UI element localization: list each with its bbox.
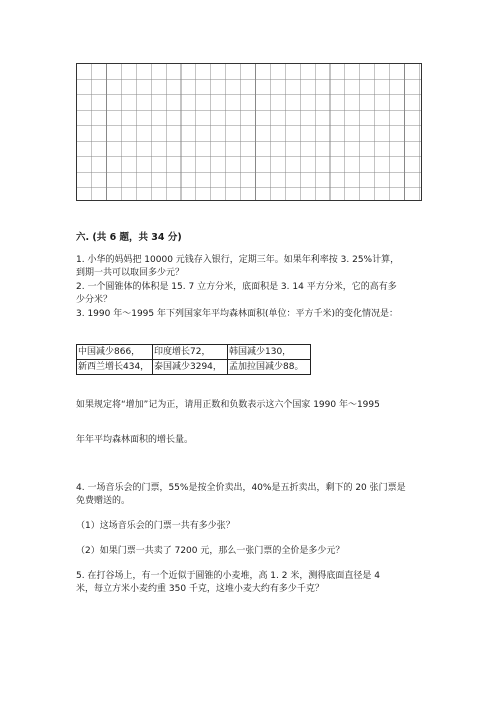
question-4-line-1: 4. 一场音乐会的门票，55%是按全价卖出，40%是五折卖出，剩下的 20 张门票是: [76, 483, 406, 493]
question-5-line-2: 米，每立方米小麦约重 350 千克，这堆小麦大约有多少千克？: [76, 584, 324, 594]
table-cell: 韩国减少130，: [228, 345, 311, 360]
question-3-line-a: 如果规定将“增加”记为正，请用正数和负数表示这六个国家 1990 年～1995: [76, 400, 380, 410]
question-3-line-b: 年年平均森林面积的增长量。: [76, 435, 194, 445]
question-2-line-1: 2. 一个圆锥体的体积是 15. 7 立方分米，底面积是 3. 14 平方分米，它的高有多: [76, 282, 397, 292]
writing-grid: [76, 63, 422, 201]
question-3-intro: 3. 1990 年～1995 年下列国家年平均森林面积(单位：平方千米)的变化情况是：: [76, 309, 399, 319]
table-cell: 新西兰增长434，: [77, 360, 153, 375]
question-1-line-2: 到期一共可以取回多少元？: [76, 268, 185, 278]
table-cell: 中国减少866，: [77, 345, 153, 360]
question-1-line-1: 1. 小华的妈妈把 10000 元钱存入银行，定期三年。如果年利率按 3. 25%计算，: [76, 255, 400, 265]
question-5-line-1: 5. 在打谷场上，有一个近似于圆锥的小麦堆，高 1. 2 米，测得底面直径是 4: [76, 571, 380, 581]
question-2-line-2: 少分米？: [76, 295, 113, 305]
section-heading: 六. (共 6 题，共 34 分): [76, 232, 182, 243]
table-cell: 印度增长72，: [153, 345, 228, 360]
question-4-sub-1: （1）这场音乐会的门票一共有多少张？: [76, 521, 235, 531]
table-row: [77, 345, 311, 360]
question-4-line-2: 免费赠送的。: [76, 496, 131, 506]
table-cell: 孟加拉国减少88。: [228, 360, 311, 375]
table-row: [77, 360, 311, 375]
question-4-sub-2: （2）如果门票一共卖了 7200 元，那么一张门票的全价是多少元？: [76, 546, 345, 556]
forest-change-table: [76, 344, 311, 375]
table-cell: 泰国减少3294，: [153, 360, 228, 375]
